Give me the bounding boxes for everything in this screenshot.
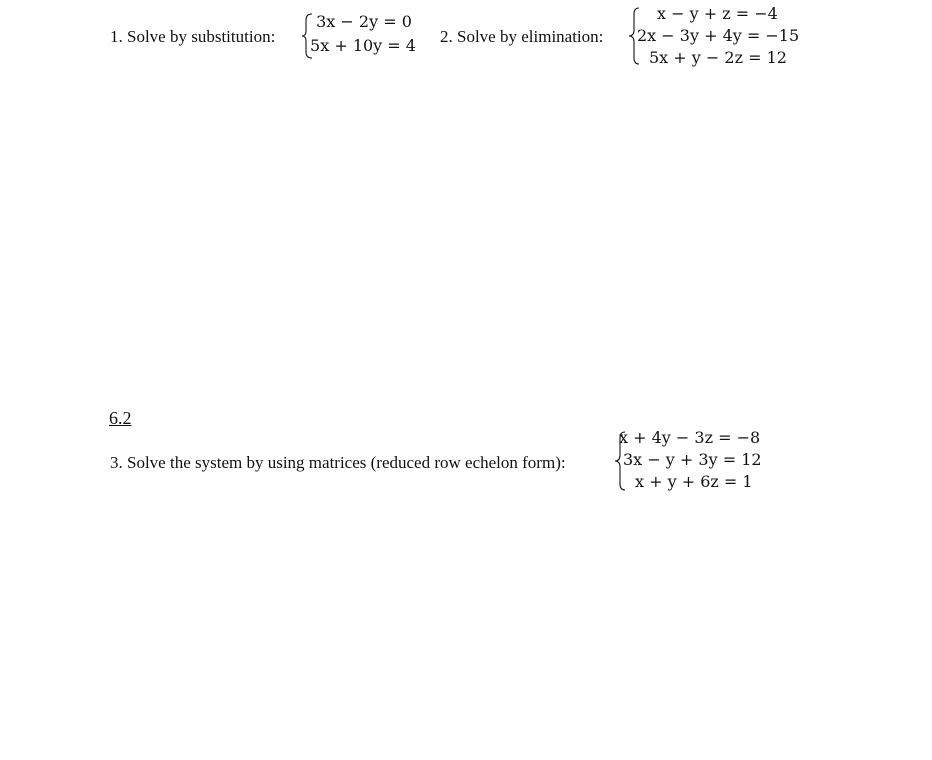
problem-2-label: 2. Solve by elimination: [440, 27, 604, 46]
equation: x − y + z = −4 [657, 4, 778, 23]
equation: 5x + 10y = 4 [310, 36, 416, 55]
equation: x + y + 6z = 1 [635, 472, 753, 491]
equation: x + 4y − 3z = −8 [619, 428, 761, 447]
problem-1-label: 1. Solve by substitution: [110, 27, 276, 46]
equation: 5x + y − 2z = 12 [649, 48, 787, 67]
equation: 3x − y + 3y = 12 [623, 450, 762, 469]
problem-2-system [627, 4, 807, 68]
equation: 2x − 3y + 4y = −15 [637, 26, 800, 45]
equation: 3x − 2y = 0 [316, 12, 412, 31]
section-heading: 6.2 [109, 408, 132, 428]
problem-3-label: 3. Solve the system by using matrices (reduced row echelon form): [110, 453, 566, 472]
problem-1-system [300, 10, 430, 62]
problem-3-system [613, 428, 793, 494]
